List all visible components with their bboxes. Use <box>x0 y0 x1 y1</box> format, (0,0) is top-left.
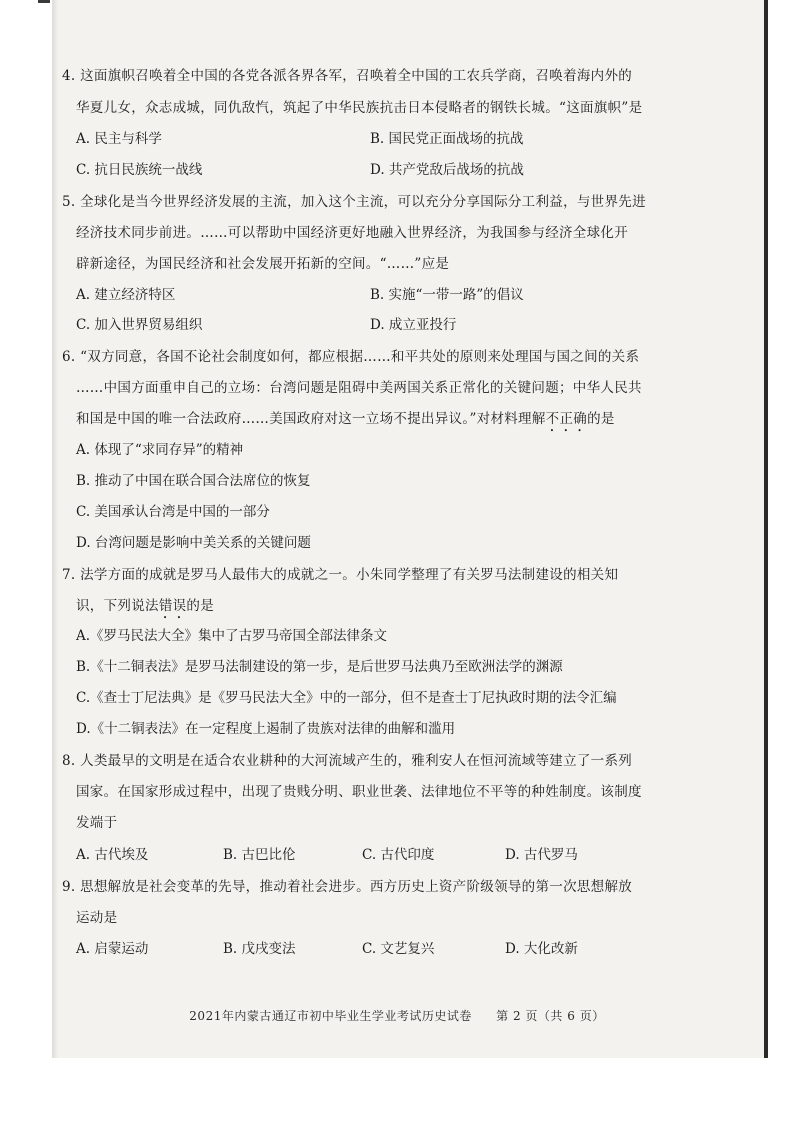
question-8-option-b: B. 古巴比伦 <box>223 847 296 863</box>
question-7-option-b: B.《十二铜表法》是罗马法制建设的第一步，是后世罗马法典乃至欧洲法学的渊源 <box>76 659 563 675</box>
emphasis-wrong: 错误 <box>158 598 187 614</box>
question-7-option-d: D.《十二铜表法》在一定程度上遏制了贵族对法律的曲解和滥用 <box>76 721 456 737</box>
question-9-option-c: C. 文艺复兴 <box>362 941 435 957</box>
question-6-option-d: D. 台湾问题是影响中美关系的关键问题 <box>76 535 311 551</box>
question-4-option-d: D. 共产党敌后战场的抗战 <box>370 162 524 178</box>
question-4-option-b: B. 国民党正面战场的抗战 <box>370 131 524 147</box>
question-5-option-a: A. 建立经济特区 <box>76 287 176 303</box>
question-6-stem-line-3-text: 和国是中国的唯一合法政府……美国政府对这一立场不提出异议。”对材料理解 <box>76 411 546 427</box>
question-6-stem-line-2: ……中国方面重申自己的立场：台湾问题是阻碍中美两国关系正常化的关键问题；中华人民共 <box>76 380 642 396</box>
question-5-stem-line-1: 5. 全球化是当今世界经济发展的主流，加入这个主流，可以充分分享国际分工利益，与世界先进 <box>62 194 646 210</box>
question-6-option-c: C. 美国承认台湾是中国的一部分 <box>76 504 270 520</box>
question-8-stem-line-2: 国家。在国家形成过程中，出现了贵贱分明、职业世袭、法律地位不平等的种姓制度。该制度 <box>76 784 642 800</box>
question-8-option-a: A. 古代埃及 <box>76 847 149 863</box>
question-4-option-a: A. 民主与科学 <box>76 131 162 147</box>
question-6-stem-line-3-end: 的是 <box>587 411 615 427</box>
exam-title: 2021年内蒙古通辽市初中毕业生学业考试历史试卷 <box>189 1009 472 1023</box>
question-5-option-b: B. 实施“一带一路”的倡议 <box>370 287 524 303</box>
question-6-option-b: B. 推动了中国在联合国合法席位的恢复 <box>76 473 311 489</box>
question-9-option-b: B. 戊戌变法 <box>223 941 296 957</box>
question-6-option-a: A. 体现了“求同存异”的精神 <box>76 442 244 458</box>
question-9-option-d: D. 大化改新 <box>505 941 578 957</box>
question-4-stem-line-2: 华夏儿女，众志成城，同仇敌忾，筑起了中华民族抗击日本侵略者的钢铁长城。“这面旗帜”是 <box>76 100 643 116</box>
question-9-option-a: A. 启蒙运动 <box>76 941 149 957</box>
question-7-stem-line-2 <box>76 597 214 622</box>
scan-edge-mark-left <box>38 0 50 3</box>
question-5-option-d: D. 成立亚投行 <box>370 317 457 333</box>
question-8-stem-line-1: 8. 人类最早的文明是在适合农业耕种的大河流域产生的，雅利安人在恒河流域等建立了一系列 <box>62 753 633 769</box>
question-4-stem-line-1: 4. 这面旗帜召唤着全中国的各党各派各界各军，召唤着全中国的工农兵学商，召唤着海内外的 <box>62 68 633 84</box>
page-footer <box>0 1007 794 1024</box>
page-number: 第 2 页（共 6 页） <box>496 1009 605 1023</box>
question-7-option-a: A.《罗马民法大全》集中了古罗马帝国全部法律条文 <box>76 628 388 644</box>
question-8-option-d: D. 古代罗马 <box>505 847 578 863</box>
question-7-stem-line-1: 7. 法学方面的成就是罗马人最伟大的成就之一。小朱同学整理了有关罗马法制建设的相关知 <box>62 567 619 583</box>
emphasis-not-correct: 不正确 <box>545 411 588 427</box>
question-8-stem-line-3: 发端于 <box>76 815 118 831</box>
question-6-stem-line-3 <box>76 410 615 435</box>
question-9-stem-line-2: 运动是 <box>76 910 118 926</box>
question-7-stem-line-2-end: 的是 <box>186 598 215 614</box>
question-6-stem-line-1: 6. “双方同意，各国不论社会制度如何，都应根据……和平共处的原则来处理国与国之间的关系 <box>62 349 640 365</box>
question-4-option-c: C. 抗日民族统一战线 <box>76 162 203 178</box>
question-9-stem-line-1: 9. 思想解放是社会变革的先导，推动着社会进步。西方历史上资产阶级领导的第一次思想解放 <box>62 879 633 895</box>
question-8-option-c: C. 古代印度 <box>362 847 435 863</box>
question-5-option-c: C. 加入世界贸易组织 <box>76 317 203 333</box>
question-5-stem-line-3: 辟新途径，为国民经济和社会发展开拓新的空间。“……”应是 <box>76 256 450 272</box>
question-7-stem-line-2-text: 识，下列说法 <box>76 598 159 614</box>
question-5-stem-line-2: 经济技术同步前进。……可以帮助中国经济更好地融入世界经济，为我国参与经济全球化开 <box>76 225 628 241</box>
question-7-option-c: C.《查士丁尼法典》是《罗马民法大全》中的一部分，但不是查士丁尼执政时期的法令汇编 <box>76 690 617 706</box>
exam-page <box>52 0 768 1058</box>
